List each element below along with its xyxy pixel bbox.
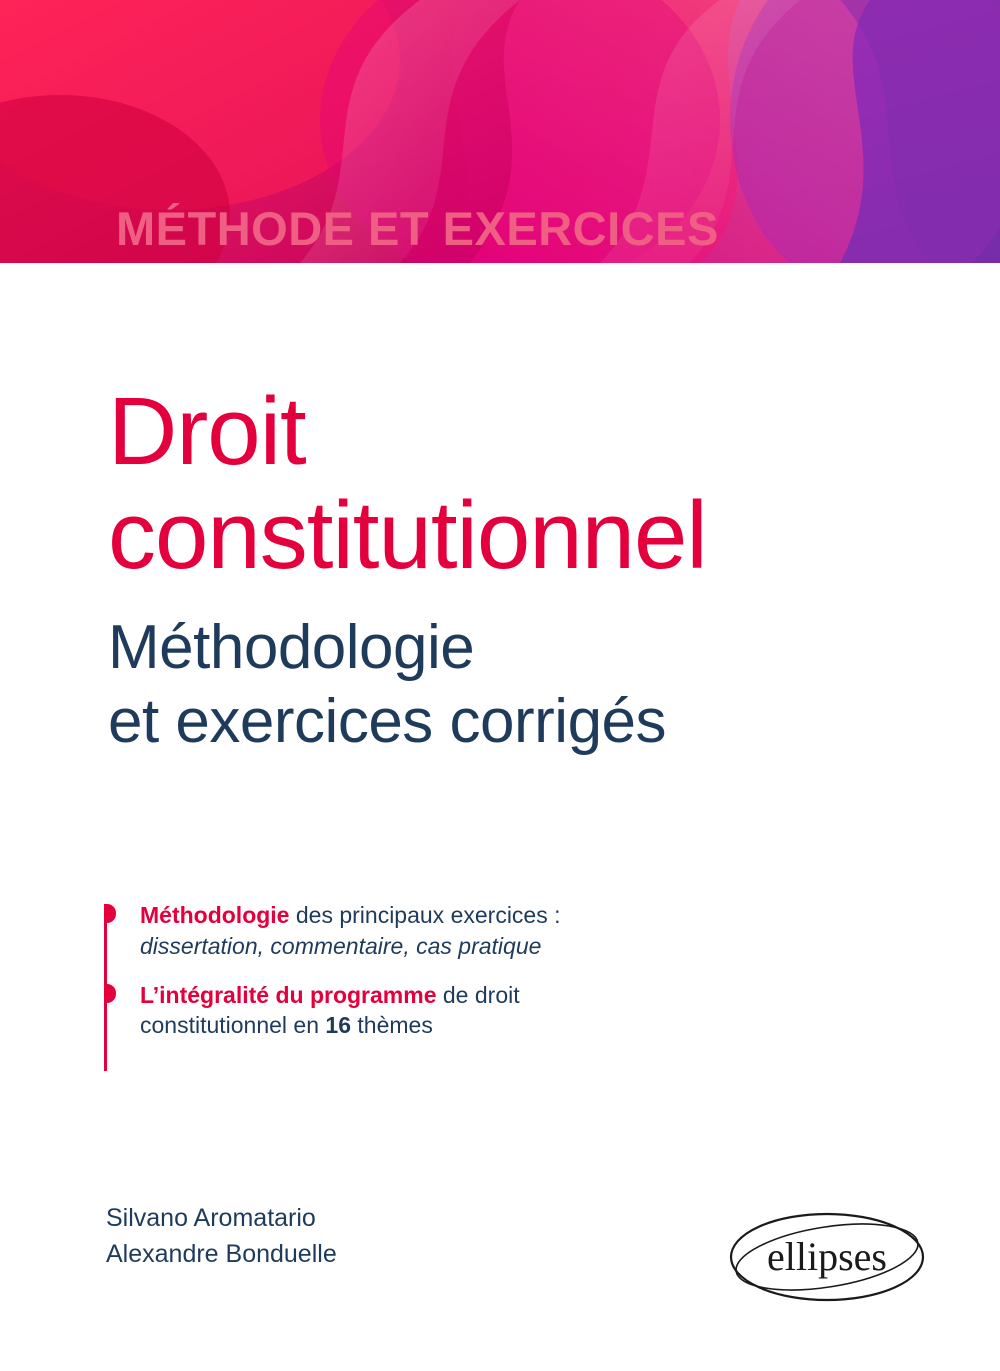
highlight-1-italic: dissertation, commentaire, cas pratique	[140, 932, 542, 959]
highlight-2-theme-count: 16	[325, 1012, 351, 1039]
collection-label: MÉTHODE ET EXERCICES	[116, 202, 719, 255]
book-subtitle-line-2: et exercices corrigés	[108, 686, 667, 756]
highlight-1-rest: des principaux exercices :	[289, 902, 561, 928]
author-2: Alexandre Bonduelle	[106, 1240, 337, 1269]
bullet-marker-icon	[104, 984, 116, 1003]
ellipses-logo-icon	[722, 1190, 932, 1325]
book-title-line-2: constitutionnel	[108, 481, 707, 589]
bullet-marker-icon	[104, 904, 116, 923]
publisher-name: ellipses	[767, 1234, 887, 1279]
author-1: Silvano Aromatario	[106, 1204, 316, 1232]
author-list	[106, 1200, 337, 1273]
highlight-1-strong: Méthodologie	[140, 902, 290, 928]
title-block	[108, 380, 928, 758]
highlight-2-rest: de droit	[436, 981, 520, 1008]
publisher-logo	[722, 1190, 932, 1325]
book-subtitle	[108, 611, 928, 757]
highlight-2-strong: L’intégralité du programme	[140, 981, 437, 1008]
list-item	[104, 980, 804, 1042]
cover-banner-artwork	[0, 0, 1000, 263]
book-title-line-1: Droit	[108, 378, 306, 485]
book-subtitle-line-1: Méthodologie	[108, 613, 475, 683]
highlight-2-line2-pre: constitutionnel en	[140, 1012, 326, 1039]
list-item	[104, 900, 804, 962]
highlights-list	[104, 900, 804, 1059]
book-title	[108, 380, 928, 587]
highlight-2-line2-post: thèmes	[351, 1012, 433, 1039]
